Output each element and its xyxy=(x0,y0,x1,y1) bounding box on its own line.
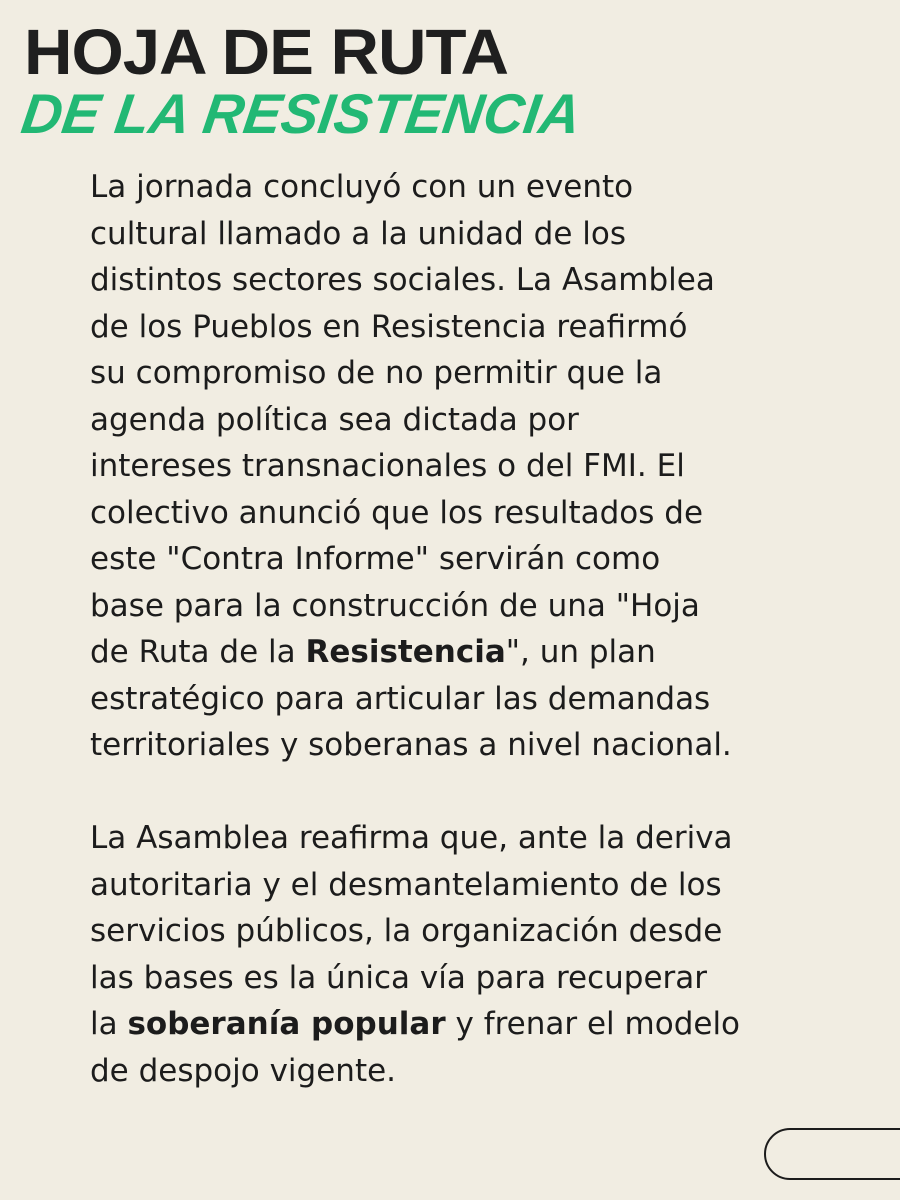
text-line: intereses transnacionales o del FMI. El xyxy=(90,448,685,484)
text-line: de despojo vigente. xyxy=(90,1052,397,1089)
text-line: estratégico para articular las demandas xyxy=(90,680,711,717)
next-page-button[interactable] xyxy=(764,1128,900,1180)
paragraph-2 xyxy=(90,815,850,1094)
text-line: de los Pueblos en Resistencia reafirmó xyxy=(90,308,688,345)
bold-term-soberania-popular: soberanía popular xyxy=(127,1006,446,1042)
page-title: HOJA DE RUTA xyxy=(24,16,508,88)
text-segment: la xyxy=(90,1006,128,1042)
bold-term-resistencia: Resistencia xyxy=(305,634,506,670)
page-subtitle: DE LA RESISTENCIA xyxy=(17,82,585,145)
text-line: base para la construcción de una "Hoja xyxy=(90,587,700,624)
text-line: cultural llamado a la unidad de los xyxy=(90,215,626,252)
text-segment: ", un plan xyxy=(505,634,656,670)
text-line: distintos sectores sociales. La Asamblea xyxy=(90,262,715,298)
article-body xyxy=(90,164,850,1094)
text-segment: y frenar el modelo xyxy=(445,1006,741,1042)
text-line: las bases es la única vía para recuperar xyxy=(90,959,708,996)
text-line: servicios públicos, la organización desde xyxy=(90,913,723,949)
text-segment: de Ruta de la xyxy=(90,634,306,670)
text-line: agenda política sea dictada por xyxy=(90,401,579,438)
text-line: autoritaria y el desmantelamiento de los xyxy=(90,866,722,903)
text-line xyxy=(90,1001,850,1048)
text-line: colectivo anunció que los resultados de xyxy=(90,494,704,531)
text-line: este "Contra Informe" servirán como xyxy=(90,541,661,577)
text-line: territoriales y soberanas a nivel nacional. xyxy=(90,727,732,763)
text-line xyxy=(90,629,850,676)
paragraph-gap xyxy=(90,769,850,816)
text-line: su compromiso de no permitir que la xyxy=(90,355,663,391)
text-line: La Asamblea reafirma que, ante la deriva xyxy=(90,820,733,856)
text-line: La jornada concluyó con un evento xyxy=(90,169,634,205)
paragraph-1 xyxy=(90,164,850,769)
